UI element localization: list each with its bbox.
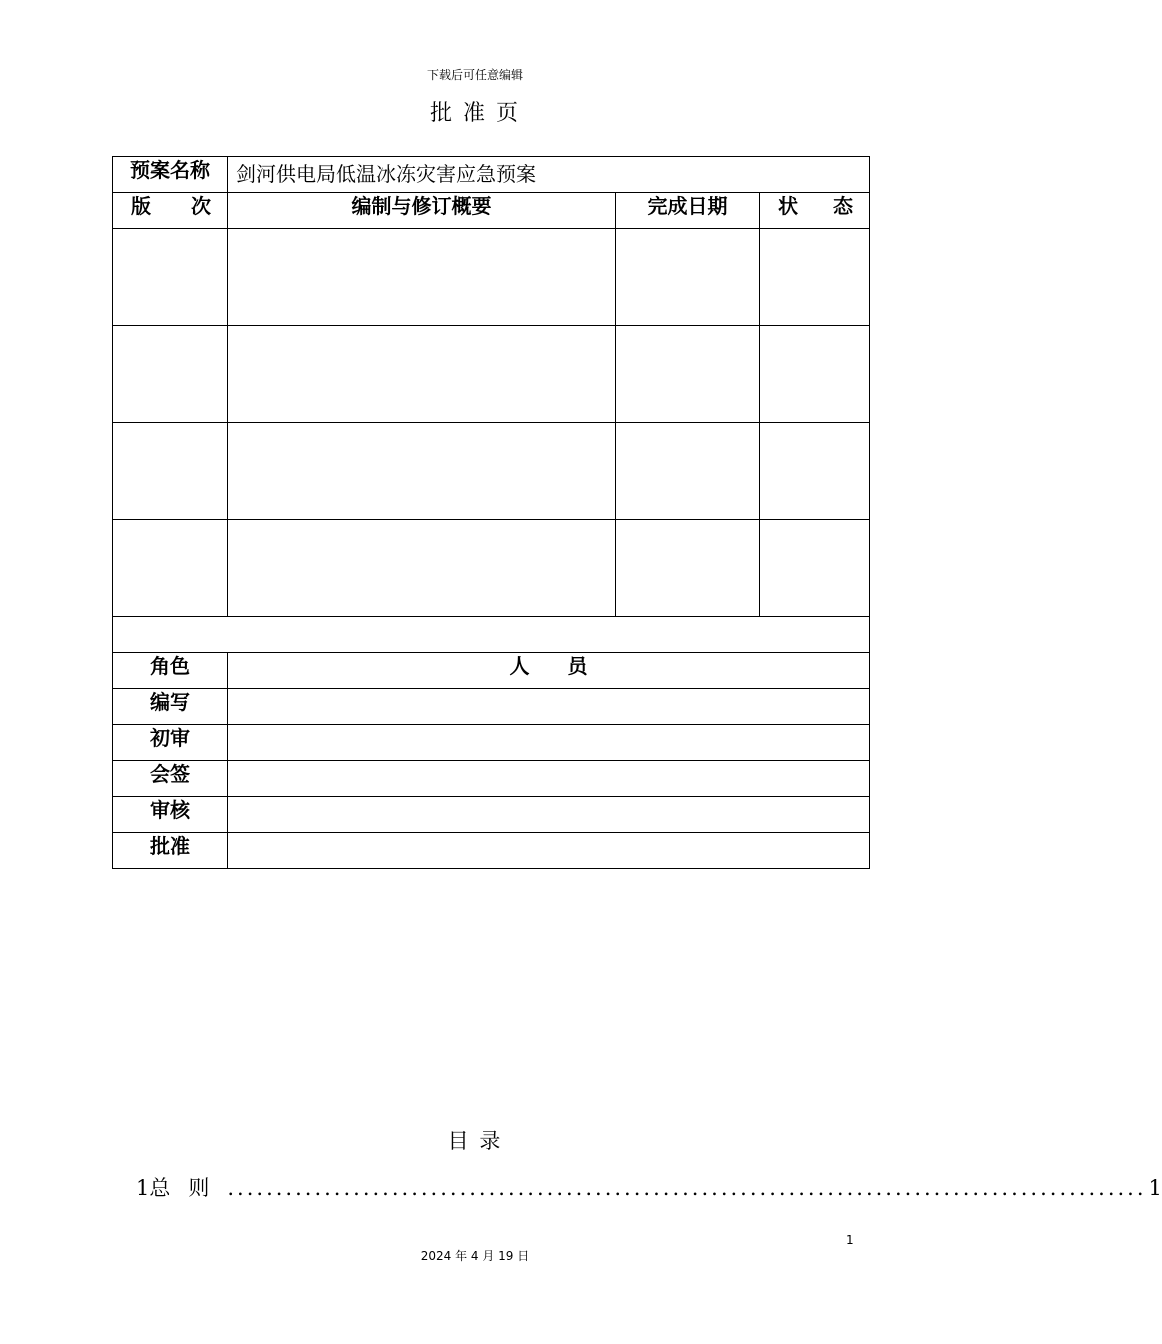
role-label: 批准: [113, 833, 228, 869]
page-title: 批 准 页: [430, 101, 520, 126]
revision-summary-cell: [228, 423, 616, 520]
column-header-row: [113, 193, 870, 229]
revision-status-cell: [760, 520, 870, 617]
personnel-header-left: 人: [509, 654, 530, 678]
header-note: 下载后可任意编辑: [426, 68, 523, 82]
role-personnel-cell: [228, 725, 870, 761]
toc-entry-label: 总则: [149, 1176, 228, 1200]
revision-summary-cell: [228, 326, 616, 423]
revision-version-cell: [113, 326, 228, 423]
plan-name-label: 预案名称: [113, 157, 228, 193]
revision-row: [113, 326, 870, 423]
revision-status-cell: [760, 326, 870, 423]
revision-date-cell: [616, 229, 760, 326]
summary-header: 编制与修订概要: [228, 193, 616, 229]
role-label: 编写: [113, 689, 228, 725]
spacer-row: [113, 617, 870, 653]
revision-version-cell: [113, 229, 228, 326]
role-label: 会签: [113, 761, 228, 797]
toc-title: 目 录: [447, 1129, 503, 1153]
role-row: [113, 725, 870, 761]
version-header-left: 版: [131, 194, 151, 218]
revision-row: [113, 229, 870, 326]
revision-version-cell: [113, 520, 228, 617]
plan-name-value: 剑河供电局低温冰冻灾害应急预案: [228, 157, 870, 193]
role-row: [113, 797, 870, 833]
role-row: [113, 689, 870, 725]
role-row: [113, 761, 870, 797]
toc-entry-page: 1: [1148, 1176, 1162, 1200]
footer-date: 2024 年 4 月 19 日: [420, 1249, 530, 1263]
revision-status-cell: [760, 229, 870, 326]
toc-leader-dots: ...............................................................................................: [227, 1176, 1147, 1200]
role-label: 初审: [113, 725, 228, 761]
role-personnel-cell: [228, 797, 870, 833]
version-header-right: 次: [191, 194, 211, 218]
revision-date-cell: [616, 326, 760, 423]
plan-name-row: [113, 157, 870, 193]
personnel-header-right: 员: [567, 654, 588, 678]
revision-row: [113, 520, 870, 617]
revision-status-cell: [760, 423, 870, 520]
revision-version-cell: [113, 423, 228, 520]
revision-date-cell: [616, 520, 760, 617]
revision-date-cell: [616, 423, 760, 520]
roles-header-row: [113, 653, 870, 689]
status-header-left: 状: [778, 194, 798, 218]
role-personnel-cell: [228, 833, 870, 869]
role-personnel-cell: [228, 689, 870, 725]
approval-table: [112, 156, 870, 869]
roles-header: 角色: [113, 653, 228, 689]
role-label: 审核: [113, 797, 228, 833]
revision-row: [113, 423, 870, 520]
completion-date-header: 完成日期: [616, 193, 760, 229]
status-header-right: 态: [833, 194, 853, 218]
toc-entry[interactable]: [136, 1172, 1162, 1202]
spacer-cell: [113, 617, 870, 653]
revision-summary-cell: [228, 520, 616, 617]
personnel-header: [228, 653, 870, 689]
page-number: 1: [846, 1233, 854, 1247]
role-row: [113, 833, 870, 869]
version-header: [113, 193, 228, 229]
role-personnel-cell: [228, 761, 870, 797]
status-header: [760, 193, 870, 229]
toc-entry-number: 1: [136, 1176, 150, 1200]
revision-summary-cell: [228, 229, 616, 326]
